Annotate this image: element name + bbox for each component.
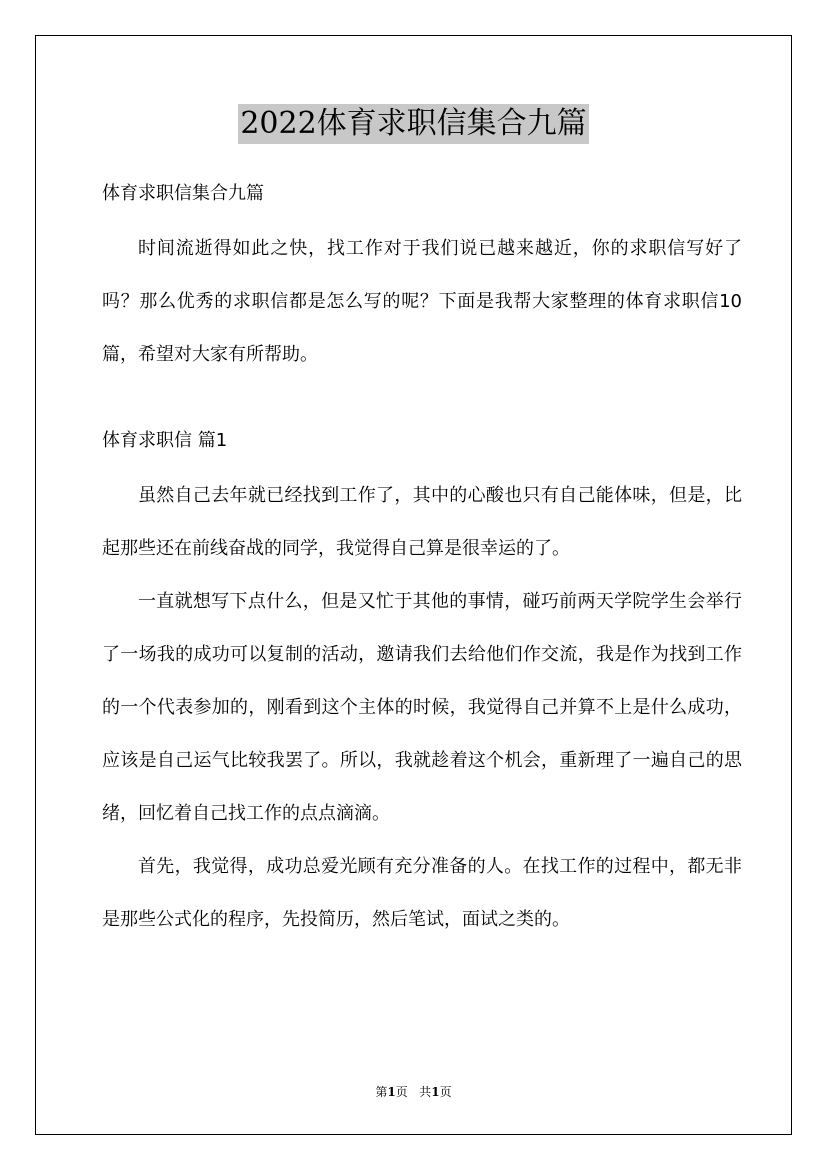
body-paragraph-1: 虽然自己去年就已经找到工作了，其中的心酸也只有自己能体味，但是，比起那些还在前线奋战的同学，我觉得自己算是很幸运的了。	[102, 485, 742, 559]
document-title: 2022体育求职信集合九篇	[238, 104, 588, 144]
document-title-wrap	[0, 104, 827, 144]
total-pages: 1	[431, 1085, 440, 1099]
page-suffix: 页	[395, 1085, 408, 1099]
page-number: 1	[387, 1085, 396, 1099]
page-prefix: 第	[375, 1085, 388, 1099]
total-prefix: 共	[419, 1085, 432, 1099]
intro-paragraph: 时间流逝得如此之快，找工作对于我们说已越来越近，你的求职信写好了吗？那么优秀的求职信都是怎么写的呢？下面是我帮大家整理的体育求职信10篇，希望对大家有所帮助。	[102, 238, 742, 365]
total-suffix: 页	[439, 1085, 452, 1099]
document-subtitle: 体育求职信集合九篇	[102, 183, 264, 204]
section-heading: 体育求职信 篇1	[102, 430, 228, 451]
body-paragraph-2: 一直就想写下点什么，但是又忙于其他的事情，碰巧前两天学院学生会举行了一场我的成功可以复制的活动，邀请我们去给他们作交流，我是作为找到工作的一个代表参加的，刚看到这个主体的时候，我觉得自己并算不上是什么成功，应该是自己运气比较我罢了。所以，我就趁着这个机会，重新理了一遍自己的思绪，回忆着自己找工作的点点滴滴。	[102, 591, 742, 824]
body-paragraph-3: 首先，我觉得，成功总爱光顾有充分准备的人。在找工作的过程中，都无非是那些公式化的程序，先投简历，然后笔试，面试之类的。	[102, 856, 742, 930]
document-body	[102, 172, 742, 946]
page-footer	[0, 1083, 827, 1100]
